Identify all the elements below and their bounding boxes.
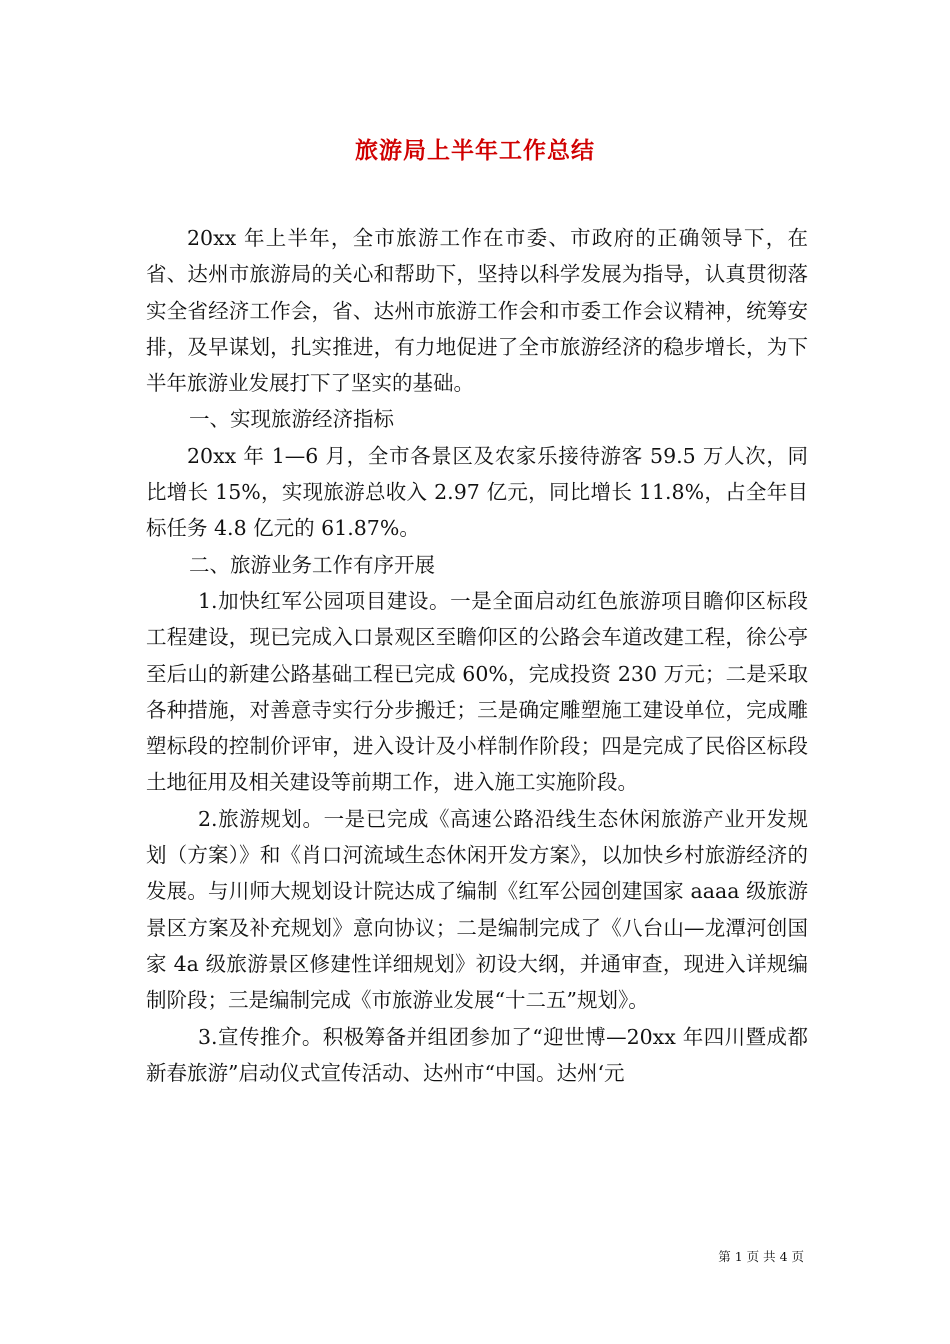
item-promotion: 3.宣传推介。积极筹备并组团参加了“迎世博—20xx 年四川暨成都新春旅游”启动仪式宣传活动、达州市“中国。达州‘元 — [146, 1024, 808, 1085]
item-tourism-planning: 2.旅游规划。一是已完成《高速公路沿线生态休闲旅游产业开发规划（方案）》和《肖口河流域生态休闲开发方案》，以加快乡村旅游经济的发展。与川师大规划设计院达成了编制《红军公园创建国家 aaaa 级旅游景区方案及补充规划》意向协议；二是编制完成了《八台山—龙潭河创国家 4a 级旅游景区修建性详细规划》初设大纲，并通审查，现进入详规编制阶段；三是编制完成《市旅游业发展“十二五”规划》。 — [146, 806, 808, 1013]
document-title: 旅游局上半年工作总结 — [355, 137, 595, 164]
section-heading-1: 一、实现旅游经济指标 — [189, 407, 394, 432]
page-number-footer: 第 1 页 共 4 页 — [718, 1249, 804, 1264]
document-body — [146, 220, 808, 1091]
item-red-army-park: 1.加快红军公园项目建设。一是全面启动红色旅游项目瞻仰区标段工程建设，现已完成入口景观区至瞻仰区的公路会车道改建工程，徐公亭至后山的新建公路基础工程已完成 60%，完成投资 230 万元；二是采取各种措施，对善意寺实行分步搬迁；三是确定雕塑施工建设单位，完成雕塑标段的控制价评审，进入设计及小样制作阶段；四是完成了民俗区标段土地征用及相关建设等前期工作，进入施工实施阶段。 — [146, 588, 808, 795]
economic-indicators-paragraph: 20xx 年 1—6 月，全市各景区及农家乐接待游客 59.5 万人次，同比增长 15%，实现旅游总收入 2.97 亿元，同比增长 11.8%，占全年目标任务 4.8 亿元的 61.87%。 — [146, 443, 808, 541]
intro-paragraph: 20xx 年上半年，全市旅游工作在市委、市政府的正确领导下，在省、达州市旅游局的关心和帮助下，坚持以科学发展为指导，认真贯彻落实全省经济工作会，省、达州市旅游工作会和市委工作会议精神，统筹安排，及早谋划，扎实推进，有力地促进了全市旅游经济的稳步增长，为下半年旅游业发展打下了坚实的基础。 — [146, 226, 808, 396]
section-heading-2: 二、旅游业务工作有序开展 — [189, 552, 435, 577]
